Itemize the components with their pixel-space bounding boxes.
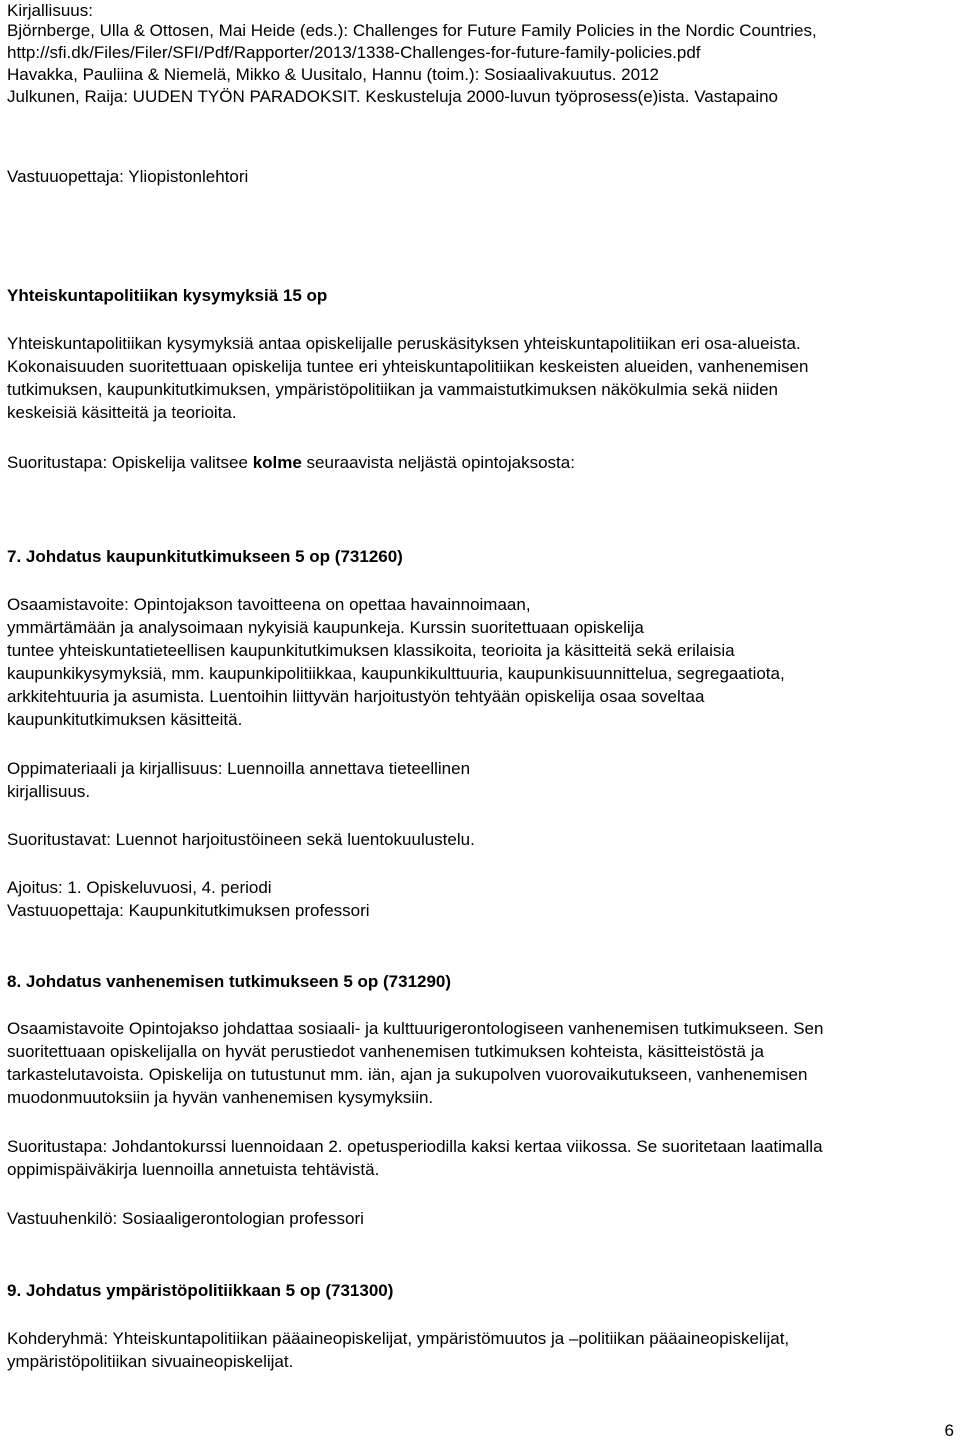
section-7-materials: kirjallisuus. <box>7 782 91 801</box>
literature-heading: Kirjallisuus: <box>7 1 93 20</box>
course-description: Yhteiskuntapolitiikan kysymyksiä antaa opiskelijalle peruskäsityksen yhteiskuntapolitiikan eri osa-alueista. <box>7 334 801 353</box>
course-title: Yhteiskuntapolitiikan kysymyksiä 15 op <box>7 286 328 305</box>
section-7-objective: arkkitehtuuria ja asumista. Luentoihin liittyvän harjoitustyön tehtyään opiskelija osaa soveltaa <box>7 687 705 706</box>
course-description: tutkimuksen, kaupunkitutkimuksen, ympäristöpolitiikan ja vammaistutkimuksen näkökulmia sekä niiden <box>7 380 779 399</box>
page-number: 6 <box>944 1421 954 1440</box>
course-description: Kokonaisuuden suoritettuaan opiskelija tuntee eri yhteiskuntapolitiikan keskeisten alueiden, vanhenemisen <box>7 357 809 376</box>
section-9-target-group: ympäristöpolitiikan sivuaineopiskelijat. <box>7 1352 294 1371</box>
completion-method-text: seuraavista neljästä opintojaksosta: <box>301 453 575 472</box>
section-8-objective: tarkastelutavoista. Opiskelija on tutustunut mm. iän, ajan ja sukupolven vuorovaikutukseen, vanhenemisen <box>7 1065 808 1084</box>
literature-item: Havakka, Pauliina & Niemelä, Mikko & Uusitalo, Hannu (toim.): Sosiaalivakuutus. 2012 <box>7 65 659 84</box>
literature-item: Björnberge, Ulla & Ottosen, Mai Heide (eds.): Challenges for Future Family Policies in the Nordic Countries, <box>7 21 817 40</box>
section-8-title: 8. Johdatus vanhenemisen tutkimukseen 5 op (731290) <box>7 972 452 991</box>
section-8-responsible: Vastuuhenkilö: Sosiaaligerontologian professori <box>7 1209 364 1228</box>
section-9-title: 9. Johdatus ympäristöpolitiikkaan 5 op (731300) <box>7 1281 394 1300</box>
section-7-objective: kaupunkitutkimuksen käsitteitä. <box>7 710 243 729</box>
section-7-completion: Suoritustavat: Luennot harjoitustöineen sekä luentokuulustelu. <box>7 830 475 849</box>
section-8-objective: Osaamistavoite Opintojakso johdattaa sosiaali- ja kulttuurigerontologiseen vanhenemisen tutkimukseen. Sen <box>7 1019 824 1038</box>
section-7-objective: ymmärtämään ja analysoimaan nykyisiä kaupunkeja. Kurssin suoritettuaan opiskelija <box>7 618 644 637</box>
section-7-title: 7. Johdatus kaupunkitutkimukseen 5 op (731260) <box>7 547 403 566</box>
responsible-teacher: Vastuuopettaja: Yliopistonlehtori <box>7 167 249 186</box>
section-7-timing: Ajoitus: 1. Opiskeluvuosi, 4. periodi <box>7 878 272 897</box>
completion-method-text: Suoritustapa: Opiskelija valitsee <box>7 453 253 472</box>
completion-method-emphasis: kolme <box>252 453 302 472</box>
section-8-completion: oppimispäiväkirja luennoilla annetuista tehtävistä. <box>7 1160 380 1179</box>
section-7-materials: Oppimateriaali ja kirjallisuus: Luennoilla annettava tieteellinen <box>7 759 471 778</box>
section-8-objective: muodonmuutoksiin ja hyvän vanhenemisen kysymyksiin. <box>7 1088 434 1107</box>
literature-link[interactable]: http://sfi.dk/Files/Filer/SFI/Pdf/Rapporter/2013/1338-Challenges-for-future-family-policies.pdf <box>7 43 701 62</box>
completion-method <box>7 452 575 474</box>
section-7-objective: Osaamistavoite: Opintojakson tavoitteena on opettaa havainnoimaan, <box>7 595 531 614</box>
section-8-completion: Suoritustapa: Johdantokurssi luennoidaan 2. opetusperiodilla kaksi kertaa viikossa. Se suoritetaan laatimalla <box>7 1137 823 1156</box>
course-description: keskeisiä käsitteitä ja teorioita. <box>7 403 237 422</box>
section-7-objective: tuntee yhteiskuntatieteellisen kaupunkitutkimuksen klassikoita, teorioita ja käsitteitä sekä erilaisia <box>7 641 735 660</box>
literature-item: Julkunen, Raija: UUDEN TYÖN PARADOKSIT. Keskusteluja 2000-luvun työprosess(e)ista. Vastapaino <box>7 87 779 106</box>
section-7-teacher: Vastuuopettaja: Kaupunkitutkimuksen professori <box>7 901 370 920</box>
section-9-target-group: Kohderyhmä: Yhteiskuntapolitiikan pääaineopiskelijat, ympäristömuutos ja –politiikan pääaineopiskelijat, <box>7 1329 790 1348</box>
section-7-objective: kaupunkikysymyksiä, mm. kaupunkipolitiikkaa, kaupunkikulttuuria, kaupunkisuunnittelua, segregaatiota, <box>7 664 785 683</box>
section-8-objective: suoritettuaan opiskelijalla on hyvät perustiedot vanhenemisen tutkimuksen kohteista, käsitteistöstä ja <box>7 1042 764 1061</box>
